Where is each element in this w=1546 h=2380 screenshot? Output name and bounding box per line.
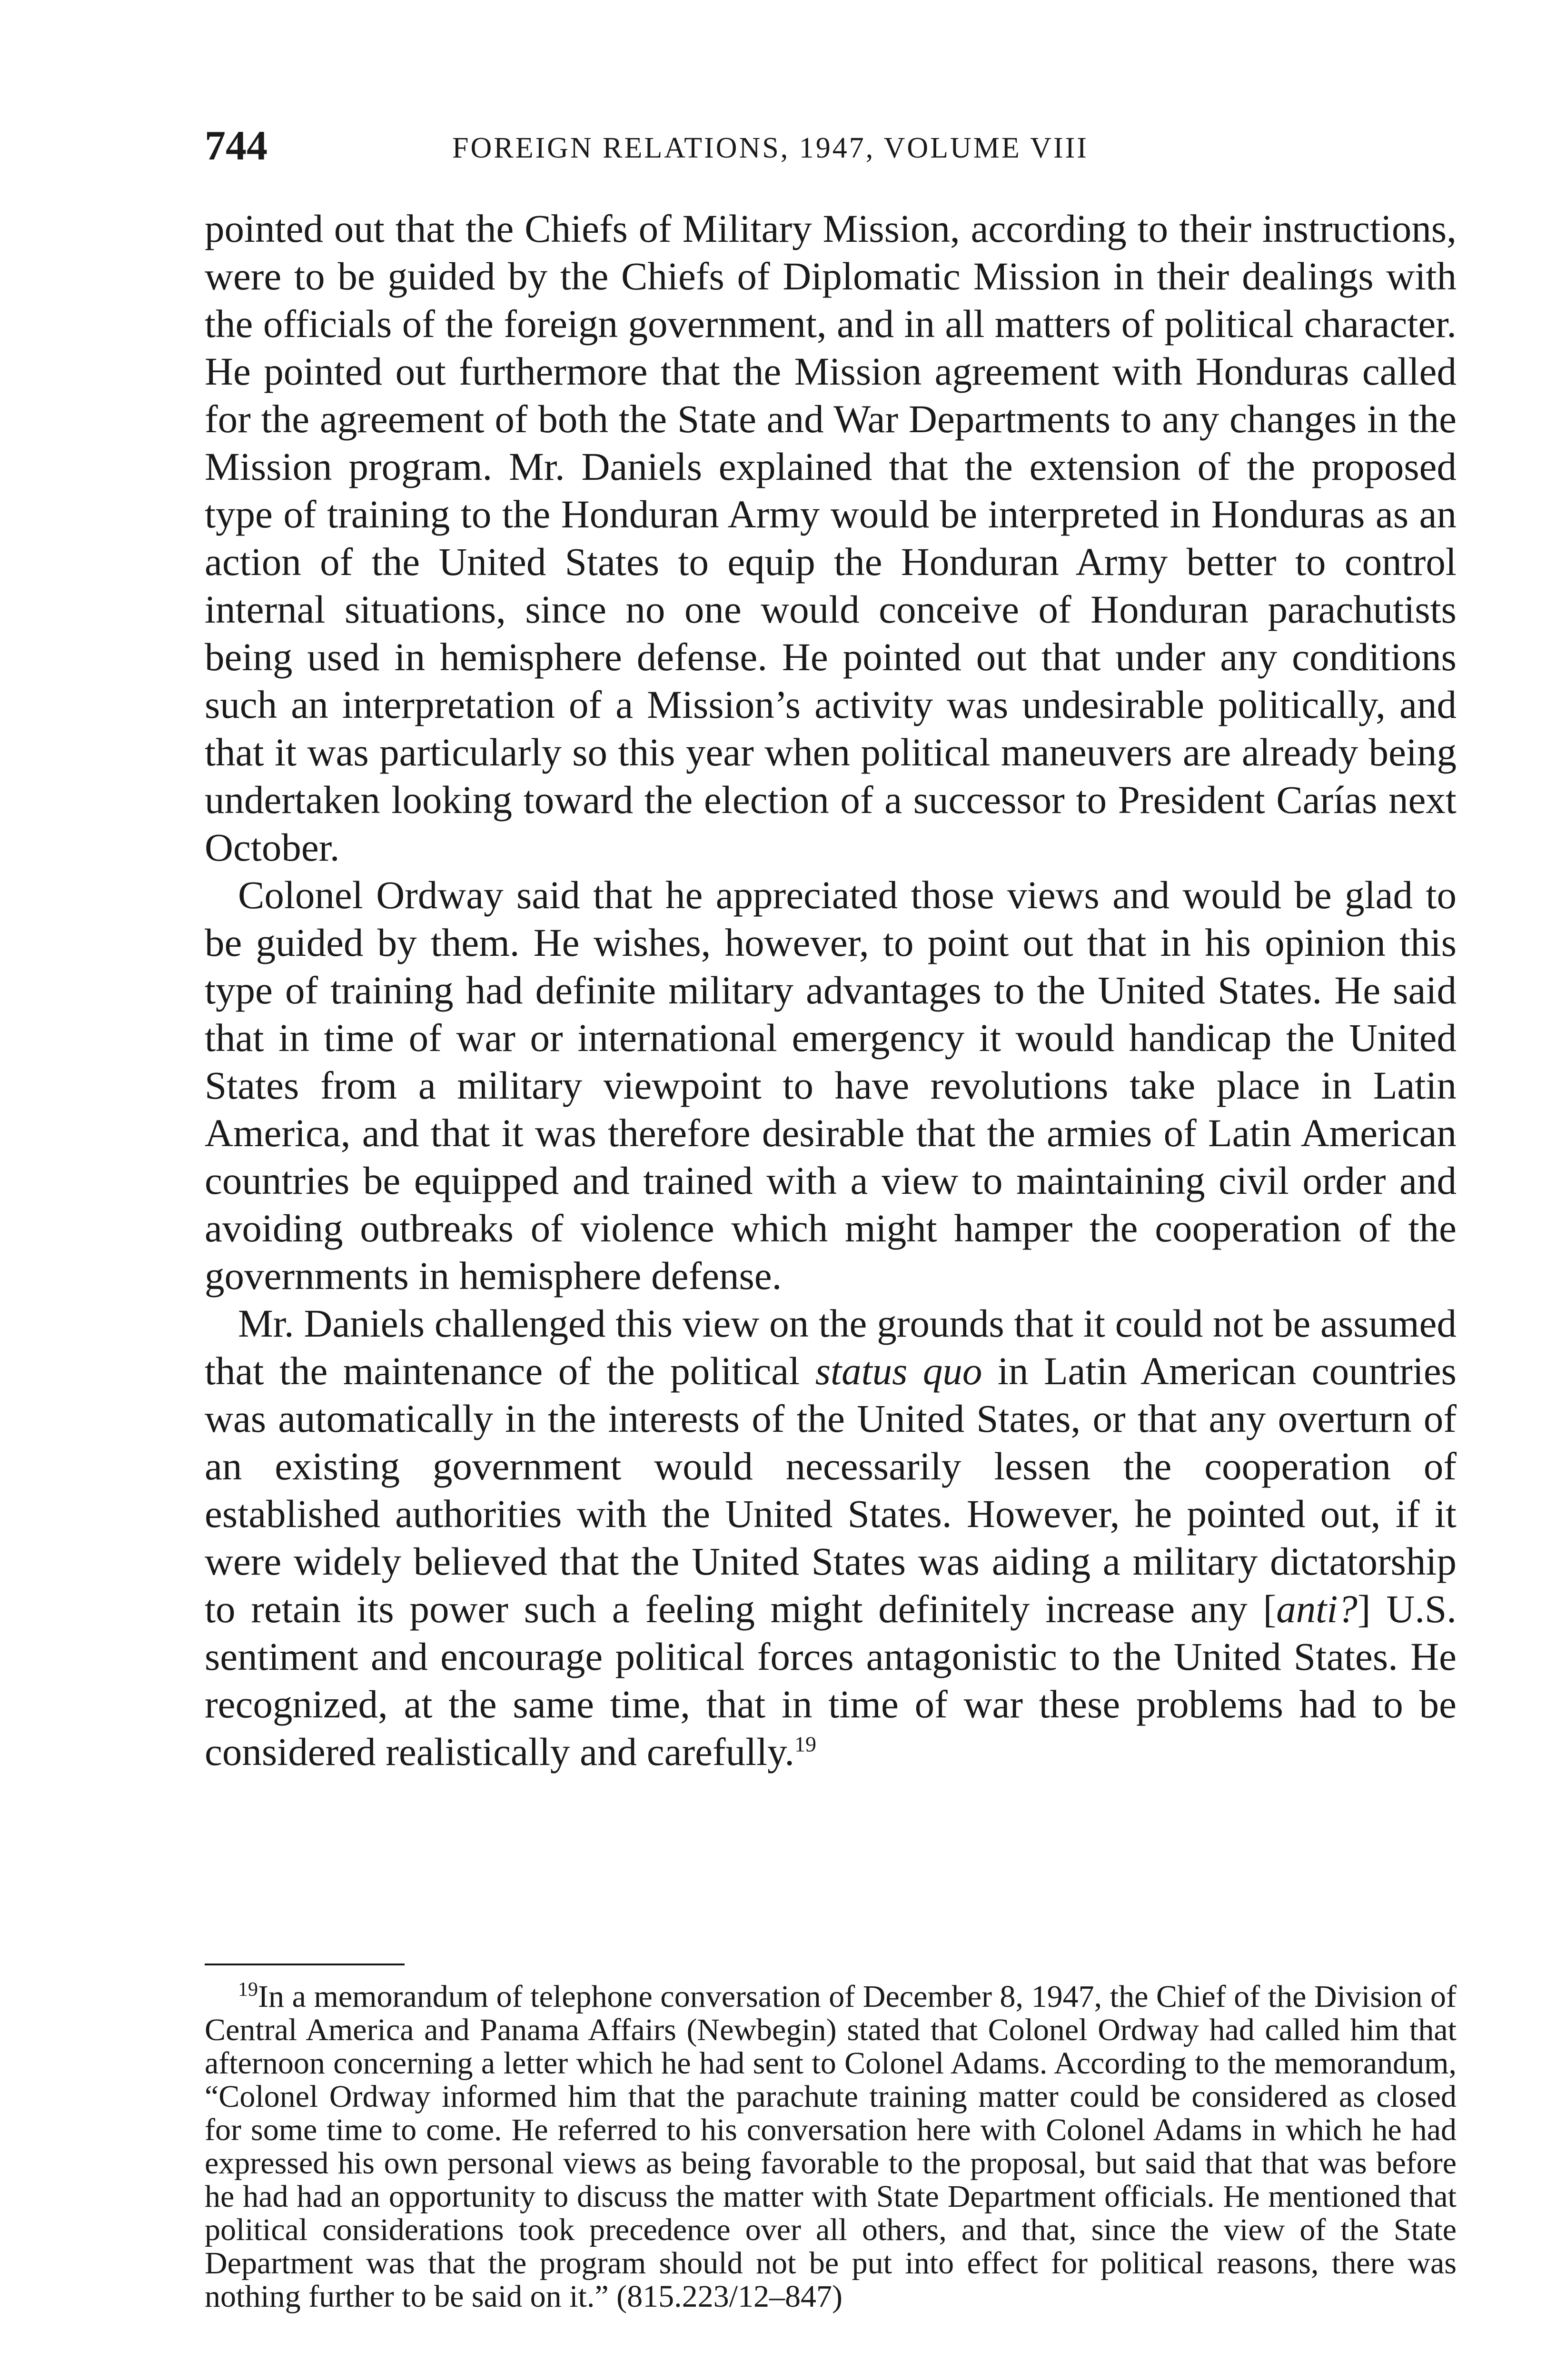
- running-head: FOREIGN RELATIONS, 1947, VOLUME VIII: [452, 132, 1089, 164]
- paragraph-3-text-a: Mr. Daniels challenged this view on the grounds that it could not be assumed that the maintenance of the political: [205, 1301, 1457, 1393]
- status-quo-term: status quo: [815, 1349, 982, 1393]
- footnote-reference: 19: [794, 1732, 817, 1756]
- page-number: 744: [205, 123, 268, 169]
- paragraph-3-text-c: ] U.S. sentiment and encourage political forces antagonistic to the United States. He recognized, at the same time, that in time of war these problems had to be considered realistically and carefully.: [205, 1587, 1457, 1774]
- anti-insertion: anti?: [1276, 1587, 1358, 1631]
- paragraph-2: Colonel Ordway said that he appreciated those views and would be glad to be guided by them. He wishes, however, to point out that in his opinion this type of training had definite military advantages to the United States. He said that in time of war or international emergency it would handicap the United States from a military viewpoint to have revolutions take place in Latin America, and that it was therefore desirable that the armies of Latin American countries be equipped and trained with a view to maintaining civil order and avoiding outbreaks of violence which might hamper the cooperation of the governments in hemisphere defense.: [205, 873, 1457, 1298]
- paragraph-3-text-b: in Latin American countries was automatically in the interests of the United States, or that any overturn of an existing government would necessarily lessen the cooperation of established authorities with the United States. However, he pointed out, if it were widely believed that the United States was aiding a military dictatorship to retain its power such a feeling might definitely increase any [: [205, 1349, 1457, 1631]
- footnote-text: In a memorandum of telephone conversation of December 8, 1947, the Chief of the Division of Central America and Panama Affairs (Newbegin) stated that Colonel Ordway had called him that afternoon concerning a letter which he had sent to Colonel Adams. According to the memorandum, “Colonel Ordway informed him that the parachute training matter could be considered as closed for some time to come. He referred to his conversation here with Colonel Adams in which he had expressed his own personal views as being favorable to the proposal, but said that that was before he had had an opportunity to discuss the matter with State Department officials. He mentioned that political considerations took precedence over all others, and that, since the view of the State Department was that the program should not be put into effect for political reasons, there was nothing further to be said on it.” (815.223/12–847): [205, 1979, 1457, 2314]
- page-header: [205, 120, 1457, 177]
- footnote-rule: [205, 1964, 405, 1965]
- paragraph-3: [205, 1299, 1457, 1775]
- footnote-mark: 19: [238, 1979, 258, 2001]
- body-text: [205, 205, 1457, 1775]
- footnote: [205, 1980, 1457, 2313]
- paragraph-1: pointed out that the Chiefs of Military Mission, according to their instructions, were to be guided by the Chiefs of Diplomatic Mission in their dealings with the officials of the foreign government, and in all matters of political character. He pointed out furthermore that the Mission agreement with Honduras called for the agreement of both the State and War Departments to any changes in the Mission program. Mr. Daniels explained that the extension of the proposed type of training to the Honduran Army would be interpreted in Honduras as an action of the United States to equip the Honduran Army better to control internal situations, since no one would conceive of Honduran parachutists being used in hemisphere defense. He pointed out that under any conditions such an interpretation of a Mission’s activity was undesirable politically, and that it was particularly so this year when political maneuvers are already being undertaken looking toward the election of a successor to President Carías next October.: [205, 207, 1457, 869]
